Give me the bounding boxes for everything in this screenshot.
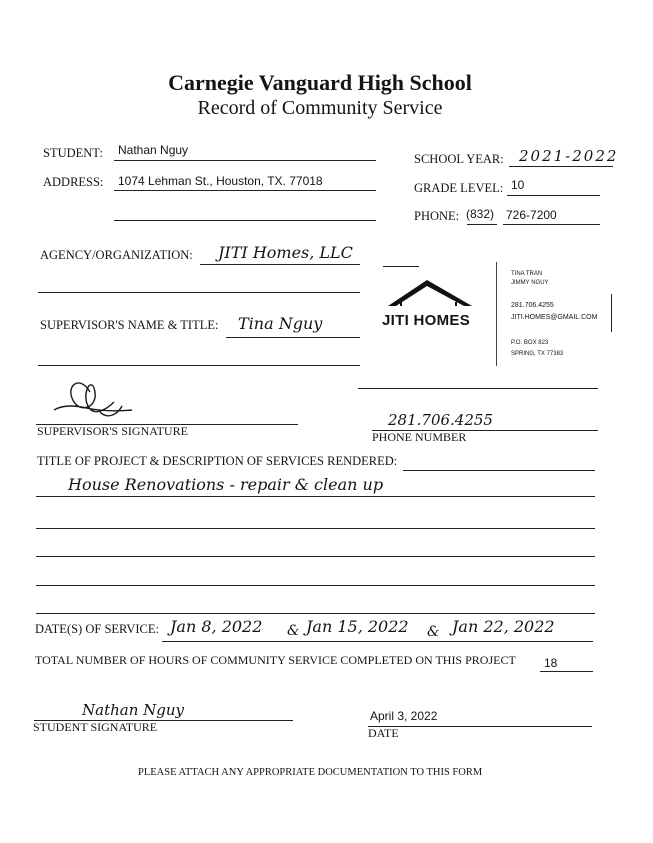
- service-date-1: Jan 8, 2022: [170, 617, 263, 636]
- dates-line: [162, 641, 593, 642]
- student-label: STUDENT:: [43, 146, 103, 160]
- logo-brand: JITI HOMES: [382, 312, 471, 329]
- grade-level-line: [507, 195, 600, 196]
- card-edge-mark: [611, 294, 612, 332]
- service-date-2: Jan 15, 2022: [306, 617, 409, 636]
- project-line-3: [36, 556, 595, 557]
- card-name-2: JIMMY NGUY: [511, 280, 549, 286]
- date-signed-line: [368, 726, 592, 727]
- dates-label: DATE(S) OF SERVICE:: [35, 622, 160, 636]
- phone-area-code-value: 832: [470, 207, 491, 221]
- address-line-2: [114, 220, 376, 221]
- project-line-4: [36, 585, 595, 586]
- hours-value: 18: [544, 656, 558, 670]
- project-label: TITLE OF PROJECT & DESCRIPTION OF SERVICES RENDERED:: [37, 454, 398, 468]
- address-line: [114, 190, 376, 191]
- date-signed-value: April 3, 2022: [370, 709, 438, 723]
- school-year-value: 2021-2022: [519, 147, 619, 165]
- agency-label: AGENCY/ORGANIZATION:: [40, 248, 193, 262]
- supervisor-phone-label: PHONE NUMBER: [372, 430, 467, 444]
- student-signature-label: STUDENT SIGNATURE: [33, 720, 158, 734]
- school-year-label: SCHOOL YEAR:: [414, 152, 504, 166]
- hours-label: TOTAL NUMBER OF HOURS OF COMMUNITY SERVICE COMPLETED ON THIS PROJECT: [35, 653, 516, 667]
- card-email: JITI.HOMES@GMAIL.COM: [511, 314, 598, 321]
- address-label: ADDRESS:: [43, 175, 104, 189]
- hours-line: [540, 671, 593, 672]
- phone-number-value: 726-7200: [506, 208, 557, 222]
- grade-level-label: GRADE LEVEL:: [414, 181, 504, 195]
- agency-line-2: [38, 292, 360, 293]
- agency-line: [200, 264, 360, 265]
- student-line: [114, 160, 376, 161]
- card-name-1: TINA TRAN: [511, 271, 543, 277]
- address-value: 1074 Lehman St., Houston, TX. 77018: [118, 174, 323, 188]
- project-line-2: [36, 528, 595, 529]
- agency-value: JITI Homes, LLC: [218, 243, 353, 262]
- date-separator-2: &: [427, 624, 440, 640]
- card-phone: 281.706.4255: [511, 302, 554, 309]
- form-title: Record of Community Service: [197, 97, 443, 119]
- project-label-line: [403, 470, 595, 471]
- supervisor-line: [226, 337, 360, 338]
- supervisor-line-2: [38, 365, 360, 366]
- school-year-line: [509, 166, 613, 167]
- project-value: House Renovations - repair & clean up: [68, 475, 384, 494]
- house-roof-icon: [380, 276, 480, 310]
- agency-short-line: [383, 266, 419, 267]
- grade-level-value: 10: [511, 178, 525, 192]
- supervisor-phone-value: 281.706.4255: [388, 411, 493, 429]
- student-signature-value: Nathan Nguy: [82, 701, 184, 719]
- supervisor-label: SUPERVISOR'S NAME & TITLE:: [40, 318, 219, 332]
- supervisor-value: Tina Nguy: [238, 314, 323, 333]
- project-line-5: [36, 613, 595, 614]
- service-date-3: Jan 22, 2022: [452, 617, 555, 636]
- supervisor-signature-label: SUPERVISOR'S SIGNATURE: [37, 424, 188, 438]
- date-signed-label: DATE: [368, 726, 399, 740]
- supervisor-signature-mark: [42, 372, 142, 432]
- phone-area-code: (832): [466, 207, 495, 221]
- card-po-box: P.O. BOX 823: [511, 340, 549, 346]
- phone-label: PHONE:: [414, 209, 460, 223]
- project-line-1: [36, 496, 595, 497]
- card-city: SPRING, TX 77383: [511, 351, 564, 357]
- school-name: Carnegie Vanguard High School: [168, 70, 472, 95]
- jiti-homes-logo: [380, 276, 480, 332]
- right-rule: [358, 388, 598, 389]
- student-value: Nathan Nguy: [118, 143, 189, 157]
- phone-area-line: [467, 224, 497, 225]
- date-separator-1: &: [287, 623, 300, 639]
- footer-note: PLEASE ATTACH ANY APPROPRIATE DOCUMENTATION TO THIS FORM: [138, 767, 483, 778]
- card-divider: [496, 262, 497, 366]
- phone-number-line: [503, 224, 600, 225]
